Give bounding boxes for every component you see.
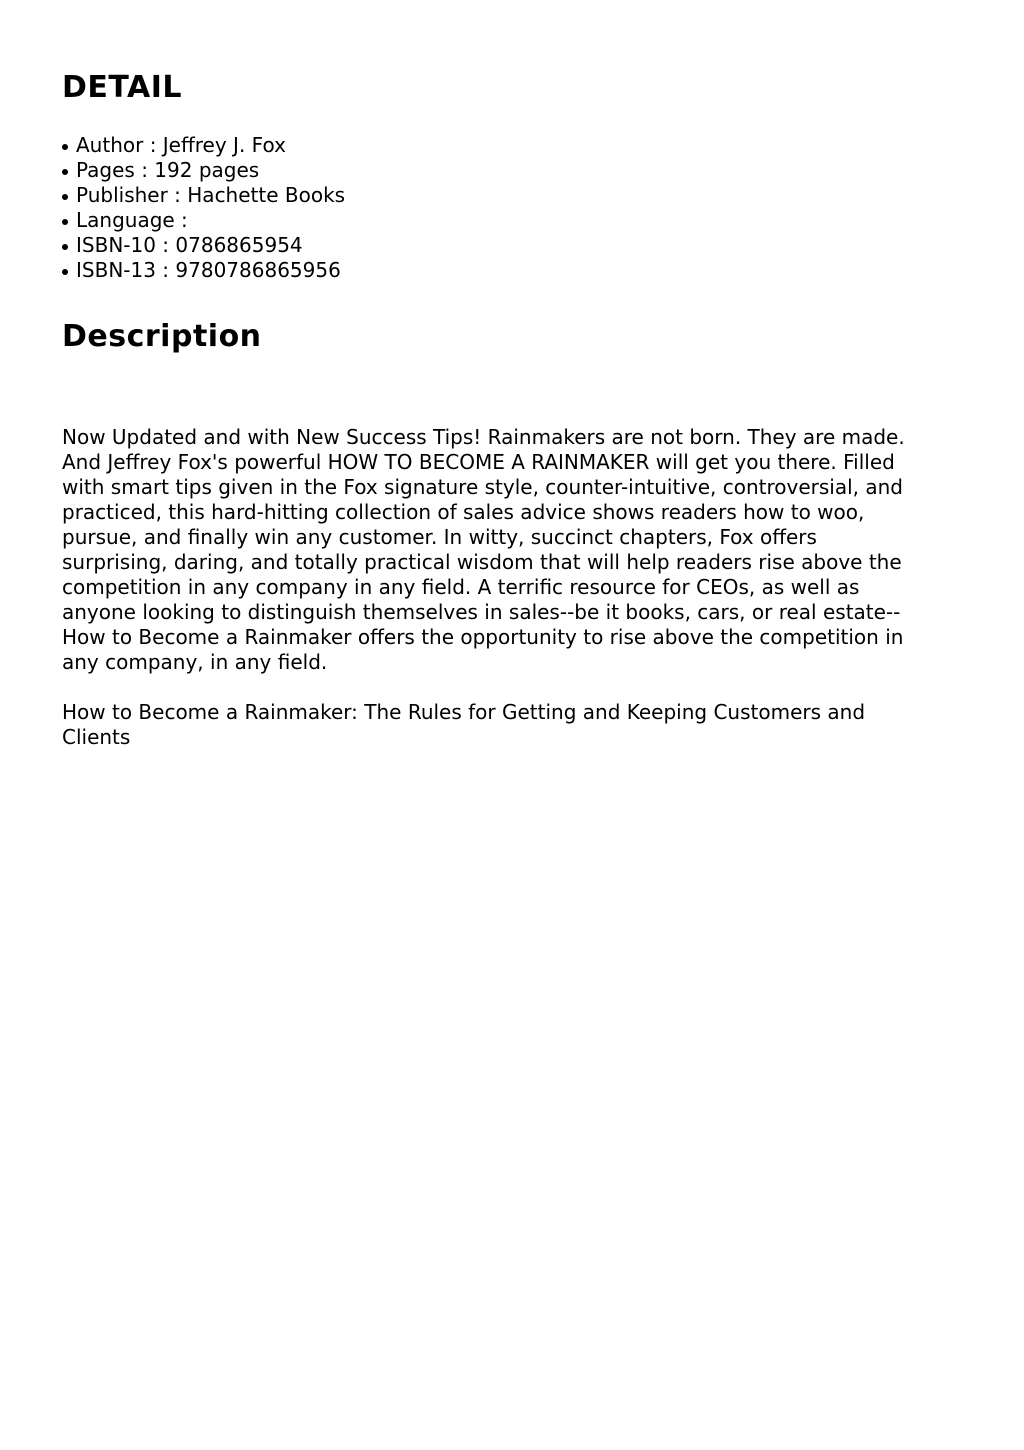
description-line: surprising, daring, and totally practical wisdom that will help readers rise above the <box>62 550 902 574</box>
bullet-icon <box>62 144 68 150</box>
detail-item-text: Publisher : Hachette Books <box>76 183 346 207</box>
bullet-icon <box>62 194 68 200</box>
bullet-icon <box>62 219 68 225</box>
detail-item-text: ISBN-13 : 9780786865956 <box>76 258 341 282</box>
detail-item-text: Language : <box>76 208 188 232</box>
description-heading: Description <box>62 319 262 354</box>
book-title-line: Clients <box>62 725 131 749</box>
detail-item-pages <box>62 158 345 183</box>
description-line: practiced, this hard-hitting collection of sales advice shows readers how to woo, <box>62 500 865 524</box>
detail-item-text: ISBN-10 : 0786865954 <box>76 233 303 257</box>
description-line: pursue, and finally win any customer. In witty, succinct chapters, Fox offers <box>62 525 817 549</box>
description-body <box>62 425 962 775</box>
description-line: How to Become a Rainmaker offers the opportunity to rise above the competition in <box>62 625 904 649</box>
description-line: And Jeffrey Fox's powerful HOW TO BECOME A RAINMAKER will get you there. Filled <box>62 450 895 474</box>
detail-list <box>62 133 345 283</box>
detail-item-text: Author : Jeffrey J. Fox <box>76 133 286 157</box>
bullet-icon <box>62 169 68 175</box>
detail-heading: DETAIL <box>62 70 183 105</box>
detail-item-text: Pages : 192 pages <box>76 158 260 182</box>
bullet-icon <box>62 269 68 275</box>
description-line: any company, in any field. <box>62 650 328 674</box>
detail-item-author <box>62 133 345 158</box>
book-title-line: How to Become a Rainmaker: The Rules for Getting and Keeping Customers and <box>62 700 866 724</box>
description-line: anyone looking to distinguish themselves in sales--be it books, cars, or real estate-- <box>62 600 901 624</box>
bullet-icon <box>62 244 68 250</box>
detail-item-isbn-13 <box>62 258 345 283</box>
description-line: with smart tips given in the Fox signature style, counter-intuitive, controversial, and <box>62 475 903 499</box>
detail-item-isbn-10 <box>62 233 345 258</box>
description-line: competition in any company in any field. A terrific resource for CEOs, as well as <box>62 575 860 599</box>
book-title-paragraph <box>62 700 962 750</box>
description-paragraph <box>62 425 962 675</box>
description-line: Now Updated and with New Success Tips! Rainmakers are not born. They are made. <box>62 425 905 449</box>
detail-item-language <box>62 208 345 233</box>
detail-item-publisher <box>62 183 345 208</box>
